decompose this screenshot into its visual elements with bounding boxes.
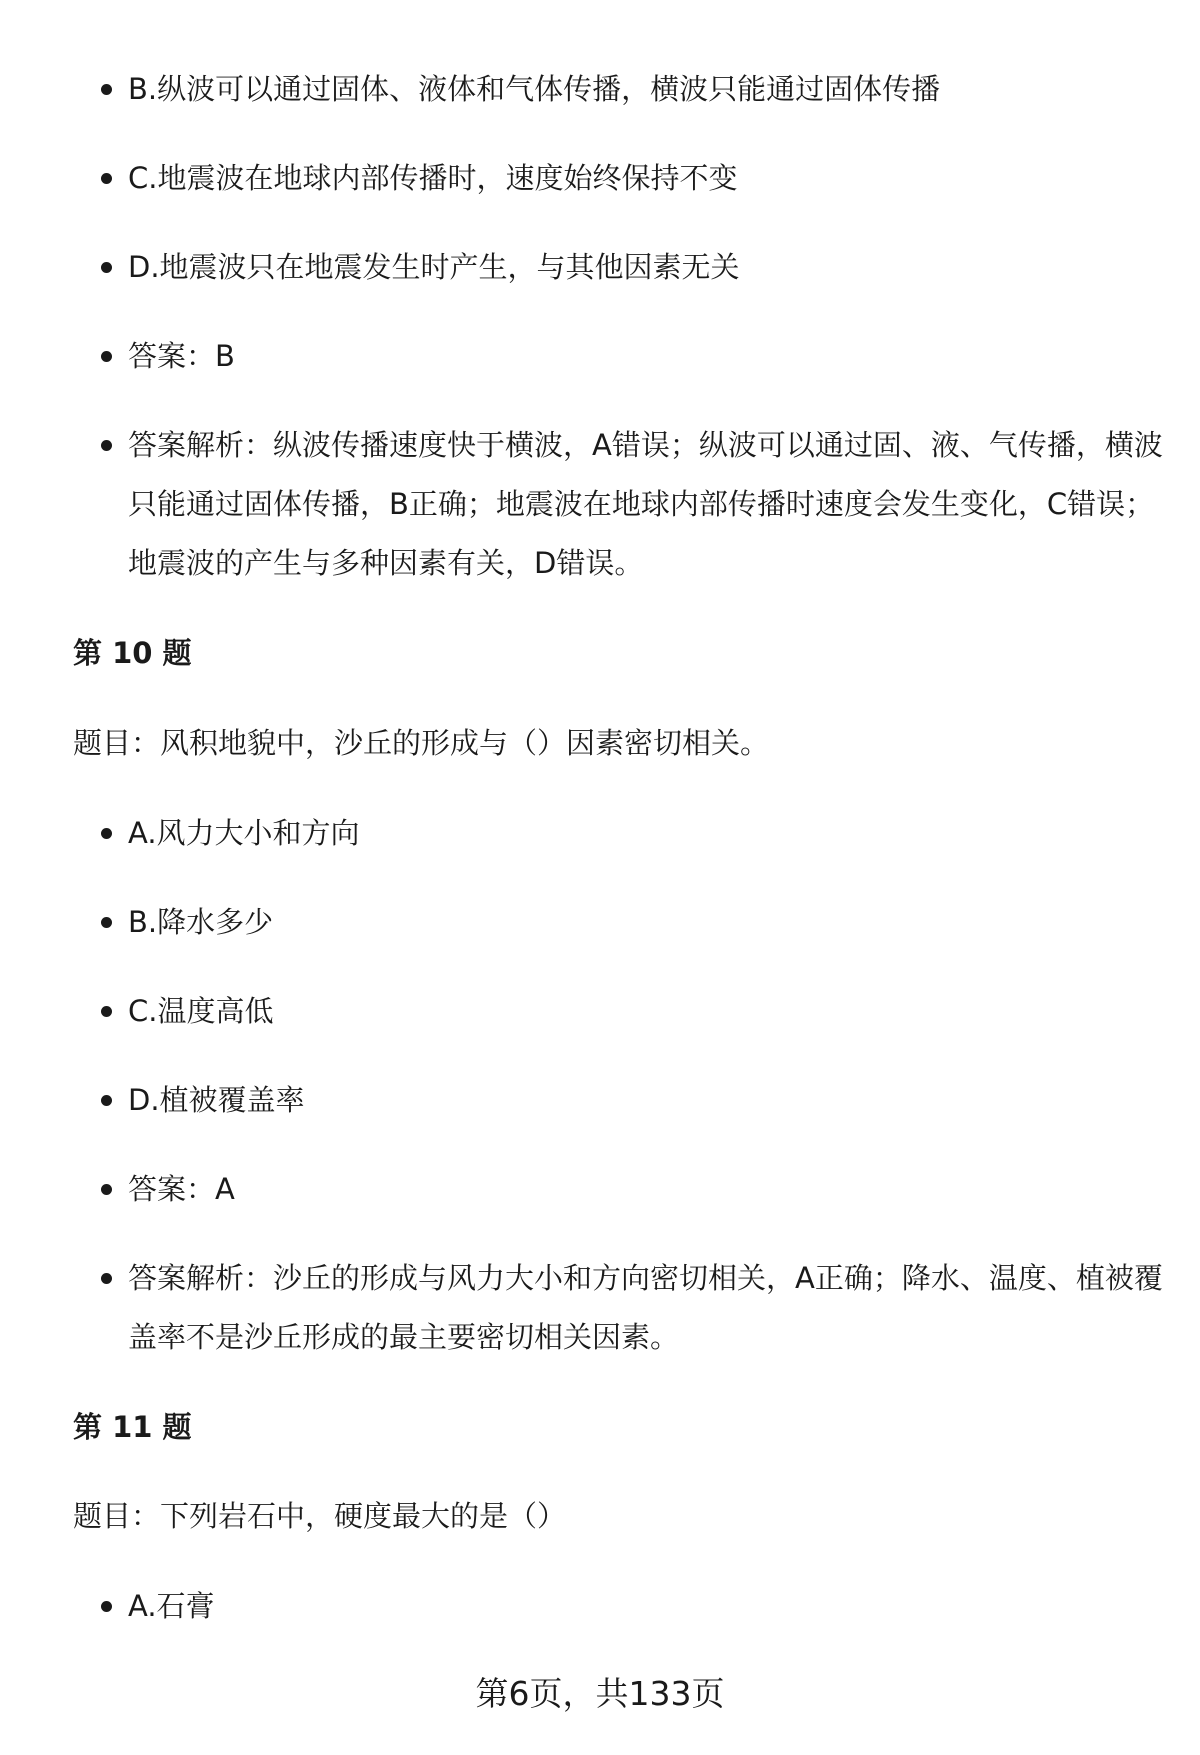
option-text: C.地震波在地球内部传播时，速度始终保持不变 (128, 161, 738, 195)
bullet-icon (101, 828, 112, 839)
answer-text: 答案：A (128, 1172, 235, 1206)
q11-option-a (128, 1577, 1158, 1636)
q10-analysis (128, 1249, 1163, 1367)
bullet-icon (101, 1095, 112, 1106)
bullet-icon (101, 84, 112, 95)
option-text: D.植被覆盖率 (128, 1083, 305, 1117)
q10-option-c (128, 982, 1158, 1041)
option-text: B.降水多少 (128, 905, 274, 939)
option-text: A.石膏 (128, 1589, 215, 1623)
bullet-icon (101, 351, 112, 362)
q9-answer (128, 327, 1158, 386)
analysis-text: 答案解析：纵波传播速度快于横波，A错误；纵波可以通过固、液、气传播，横波只能通过固体传播，B正确；地震波在地球内部传播时速度会发生变化，C错误；地震波的产生与多种因素有关，D错误。 (128, 428, 1163, 580)
bullet-icon (101, 1184, 112, 1195)
q10-option-a (128, 804, 1158, 863)
bullet-icon (101, 440, 112, 451)
bullet-icon (101, 173, 112, 184)
analysis-text: 答案解析：沙丘的形成与风力大小和方向密切相关，A正确；降水、温度、植被覆盖率不是沙丘形成的最主要密切相关因素。 (128, 1261, 1163, 1354)
answer-text: 答案：B (128, 339, 235, 373)
q10-stem: 题目：风积地貌中，沙丘的形成与（）因素密切相关。 (73, 726, 770, 760)
bullet-icon (101, 1601, 112, 1612)
option-text: A.风力大小和方向 (128, 816, 360, 850)
option-text: B.纵波可以通过固体、液体和气体传播，横波只能通过固体传播 (128, 72, 941, 106)
q10-option-d (128, 1071, 1158, 1130)
q10-heading: 第 10 题 (73, 636, 192, 670)
q11-stem: 题目：下列岩石中，硬度最大的是（） (73, 1499, 567, 1533)
page-number-footer: 第6页，共133页 (475, 1674, 725, 1713)
q10-option-b (128, 893, 1158, 952)
q9-option-b (128, 60, 1158, 119)
q9-analysis (128, 416, 1173, 593)
option-text: C.温度高低 (128, 994, 274, 1028)
option-text: D.地震波只在地震发生时产生，与其他因素无关 (128, 250, 740, 284)
q9-option-d (128, 238, 1158, 297)
q10-answer (128, 1160, 1158, 1219)
bullet-icon (101, 917, 112, 928)
bullet-icon (101, 262, 112, 273)
bullet-icon (101, 1273, 112, 1284)
q9-option-c (128, 149, 1158, 208)
q11-heading: 第 11 题 (73, 1410, 192, 1444)
bullet-icon (101, 1006, 112, 1017)
